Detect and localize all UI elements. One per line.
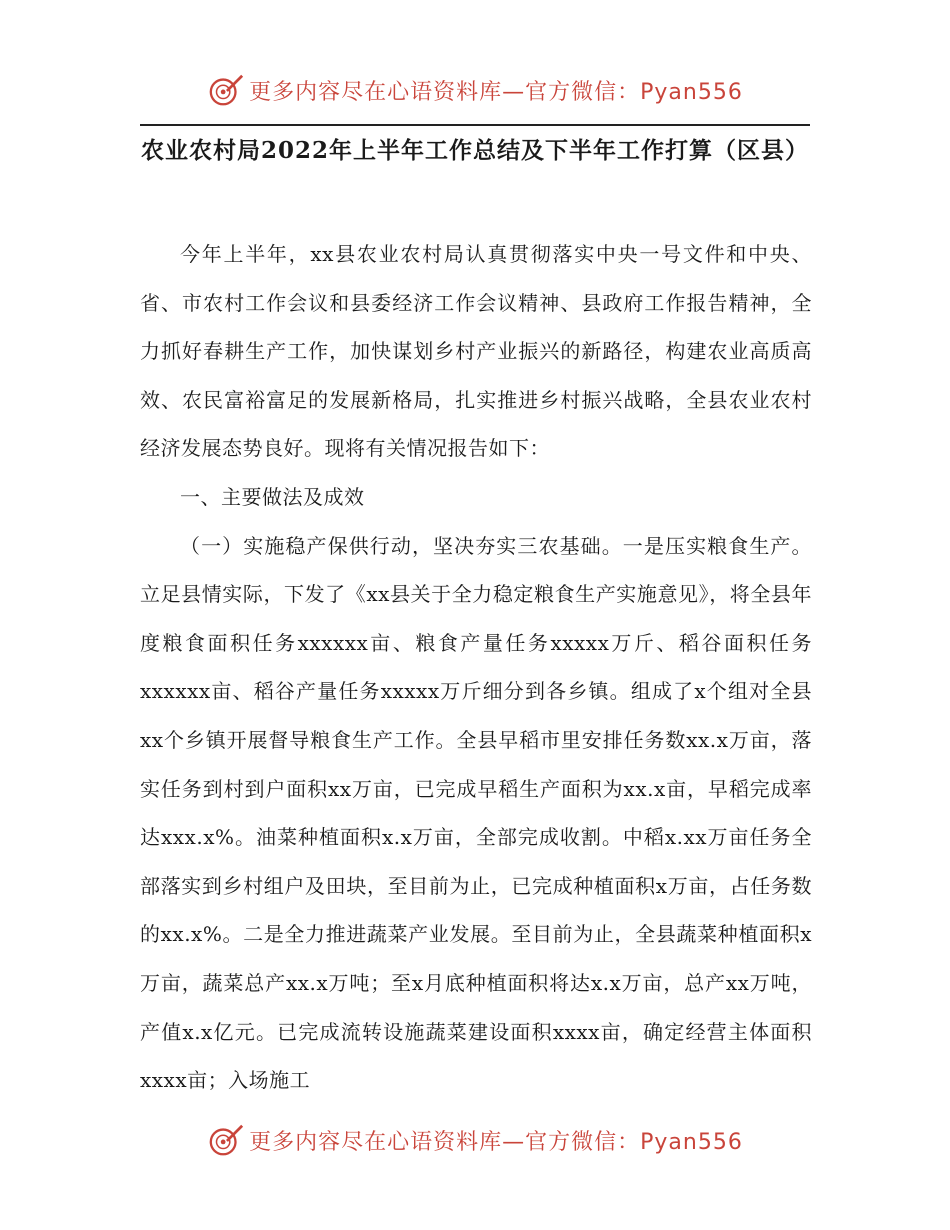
- document-title: 农业农村局2022年上半年工作总结及下半年工作打算（区县）: [140, 137, 809, 164]
- footer-banner: [0, 1118, 950, 1162]
- banner-text: 更多内容尽在心语资料库—官方微信：Pyan556: [249, 79, 743, 105]
- paragraph: （一）实施稳产保供行动，坚决夯实三农基础。一是压实粮食生产。立足县情实际，下发了《xx县关于全力稳定粮食生产实施意见》，将全县年度粮食面积任务xxxxxx亩、粮食产量任务xxxxx万斤、稻谷面积任务xxxxxx亩、稻谷产量任务xxxxx万斤细分到各乡镇。组成了x个组对全县xx个乡镇开展督导粮食生产工作。全县早稻市里安排任务数xx.x万亩，落实任务到村到户面积xx万亩，已完成早稻生产面积为xx.x亩，早稻完成率达xxx.x%。油菜种植面积x.x万亩，全部完成收割。中稻x.xx万亩任务全部落实到乡村组户及田块，至目前为止，已完成种植面积x万亩，占任务数的xx.x%。二是全力推进蔬菜产业发展。至目前为止，全县蔬菜种植面积x万亩，蔬菜总产xx.x万吨；至x月底种植面积将达x.x万亩，总产xx万吨，产值x.x亿元。已完成流转设施蔬菜建设面积xxxx亩，确定经营主体面积xxxx亩；入场施工: [140, 533, 812, 1093]
- header-banner: [0, 68, 950, 112]
- banner-text: 更多内容尽在心语资料库—官方微信：Pyan556: [249, 1129, 743, 1155]
- paragraph: 今年上半年，xx县农业农村局认真贯彻落实中央一号文件和中央、省、市农村工作会议和县委经济工作会议精神、县政府工作报告精神，全力抓好春耕生产工作，加快谋划乡村产业振兴的新路径，构建农业高质高效、农民富裕富足的发展新格局，扎实推进乡村振兴战略，全县农业农村经济发展态势良好。现将有关情况报告如下：: [140, 242, 812, 461]
- section-heading: 一、主要做法及成效: [180, 484, 365, 509]
- pen-logo-icon: [207, 1121, 245, 1159]
- pen-logo-icon: [207, 71, 245, 109]
- document-body: [140, 230, 812, 1105]
